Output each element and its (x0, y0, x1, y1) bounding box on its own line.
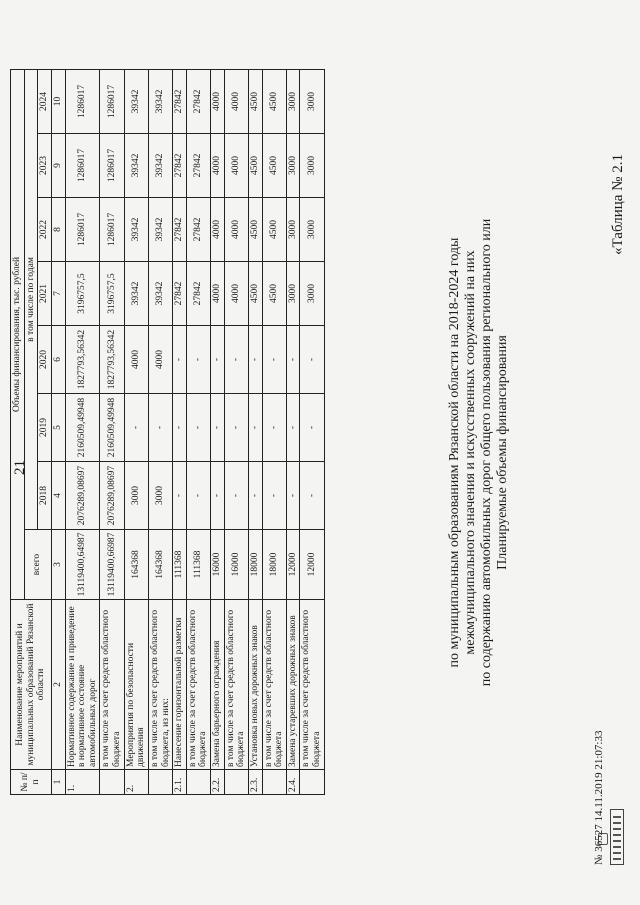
row-value: 2076289,08697 (100, 462, 124, 530)
row-name: Мероприятия по безопасности движения (124, 600, 148, 770)
title-line-4: по муниципальным образованиям Рязанской области на 2018-2024 годы (447, 237, 462, 668)
row-value: 27842 (173, 198, 187, 262)
header-volumes: Объемы финансирования, тыс. рублей (11, 69, 25, 599)
row-value: 4000 (148, 326, 172, 394)
table-row (124, 69, 148, 794)
row-number: 2.3. (248, 770, 262, 795)
row-name: в том числе за счет средств областного бюджета (300, 600, 324, 770)
row-value: 164368 (124, 530, 148, 600)
row-value: 4000 (211, 69, 225, 133)
row-value: 1827793,56342 (65, 326, 100, 394)
table-row (186, 69, 210, 794)
row-value: 1286017 (100, 134, 124, 198)
row-value: 4000 (224, 69, 248, 133)
column-number: 9 (51, 134, 65, 198)
row-value: 13119400,64987 (65, 530, 100, 600)
header-year: 2020 (38, 326, 52, 394)
table-row (211, 69, 225, 794)
row-value: - (173, 462, 187, 530)
row-number: 1. (65, 770, 100, 795)
row-value: - (248, 394, 262, 462)
row-value: - (124, 394, 148, 462)
row-value: 3000 (124, 462, 148, 530)
barcode-icon (610, 809, 624, 865)
row-value: - (286, 394, 300, 462)
row-value: - (211, 394, 225, 462)
row-value: 3000 (300, 134, 324, 198)
row-value: 4500 (248, 69, 262, 133)
table-body (65, 69, 324, 794)
row-value: - (186, 462, 210, 530)
header-year: 2022 (38, 198, 52, 262)
table-row (100, 69, 124, 794)
row-value: - (286, 326, 300, 394)
row-value: 111368 (173, 530, 187, 600)
row-number: 2.4. (286, 770, 300, 795)
row-value: 27842 (173, 134, 187, 198)
row-value: 4500 (248, 198, 262, 262)
header-year: 2018 (38, 462, 52, 530)
row-value: 4500 (262, 134, 286, 198)
header-year: 2021 (38, 262, 52, 326)
row-value: 3000 (300, 198, 324, 262)
row-number: 2.2. (211, 770, 225, 795)
column-number: 6 (51, 326, 65, 394)
row-value: - (224, 462, 248, 530)
table-row (248, 69, 262, 794)
row-value: 4000 (211, 262, 225, 326)
row-value: 4500 (262, 198, 286, 262)
row-value: 27842 (186, 69, 210, 133)
row-value: 1286017 (65, 198, 100, 262)
row-value: 4500 (262, 262, 286, 326)
column-number: 7 (51, 262, 65, 326)
row-value: 4500 (248, 262, 262, 326)
row-value: 111368 (186, 530, 210, 600)
row-value: - (211, 462, 225, 530)
row-value: 4500 (248, 134, 262, 198)
title-line-1: Планируемые объемы финансирования (495, 335, 510, 570)
row-value: 2160509,49948 (65, 394, 100, 462)
row-value: 39342 (124, 262, 148, 326)
row-number (224, 770, 248, 795)
financing-table (10, 69, 325, 795)
row-value: - (286, 462, 300, 530)
row-value: 39342 (124, 198, 148, 262)
row-value: 12000 (300, 530, 324, 600)
row-value: 3000 (148, 462, 172, 530)
row-value: - (224, 394, 248, 462)
column-number: 2 (51, 600, 65, 770)
row-value: 2160509,49948 (100, 394, 124, 462)
row-name: в том числе за счет средств областного бюджета (100, 600, 124, 770)
row-value: 1286017 (100, 69, 124, 133)
row-value: - (148, 394, 172, 462)
row-value: 27842 (186, 262, 210, 326)
row-number: 2.1. (173, 770, 187, 795)
row-value: 27842 (173, 69, 187, 133)
row-value: 3196757,5 (65, 262, 100, 326)
row-value: 4000 (224, 134, 248, 198)
row-value: - (186, 394, 210, 462)
row-name: Нанесение горизонтальной разметки (173, 600, 187, 770)
row-name: Установка новых дорожных знаков (248, 600, 262, 770)
row-value: 18000 (248, 530, 262, 600)
header-year: 2024 (38, 69, 52, 133)
row-value: 164368 (148, 530, 172, 600)
row-name: в том числе за счет средств областного бюджета (262, 600, 286, 770)
row-value: - (211, 326, 225, 394)
row-value: 1286017 (65, 134, 100, 198)
row-number (186, 770, 210, 795)
row-value: 3000 (286, 134, 300, 198)
column-number: 8 (51, 198, 65, 262)
table-row (65, 69, 100, 794)
row-value: 2076289,08697 (65, 462, 100, 530)
row-value: 16000 (224, 530, 248, 600)
row-value: 4000 (224, 262, 248, 326)
row-value: - (173, 394, 187, 462)
header-row-1 (11, 69, 25, 794)
row-value: 18000 (262, 530, 286, 600)
page-number: 21 (12, 460, 28, 475)
row-value: 39342 (148, 69, 172, 133)
row-value: 3000 (286, 69, 300, 133)
row-value: 4000 (224, 198, 248, 262)
title-line-2: по содержанию автомобильных дорог общего пользования регионального или (479, 218, 494, 687)
row-value: 4500 (262, 69, 286, 133)
table-row (286, 69, 300, 794)
row-value: 1286017 (65, 69, 100, 133)
column-number: 5 (51, 394, 65, 462)
row-name: в том числе за счет средств областного бюджета (186, 600, 210, 770)
row-value: 27842 (173, 262, 187, 326)
row-value: - (262, 326, 286, 394)
table-row (148, 69, 172, 794)
row-name: Замена устаревших дорожных знаков (286, 600, 300, 770)
table-row (224, 69, 248, 794)
header-by-years: в том числе по годам (24, 69, 38, 529)
row-value: - (300, 394, 324, 462)
row-number (148, 770, 172, 795)
row-value: 16000 (211, 530, 225, 600)
column-number: 10 (51, 69, 65, 133)
row-number (100, 770, 124, 795)
row-value: 13119400,66987 (100, 530, 124, 600)
row-value: 4000 (124, 326, 148, 394)
row-value: 39342 (148, 134, 172, 198)
row-value: - (248, 326, 262, 394)
row-number (262, 770, 286, 795)
row-value: 3000 (286, 198, 300, 262)
row-value: - (173, 326, 187, 394)
row-value: 3000 (300, 69, 324, 133)
row-value: 39342 (124, 134, 148, 198)
row-value: 3000 (300, 262, 324, 326)
row-value: 4000 (211, 134, 225, 198)
header-num: № п/п (11, 770, 52, 795)
row-value: 3196757,5 (100, 262, 124, 326)
row-value: 27842 (186, 198, 210, 262)
row-name: Нормативное содержание и приведение в нормативное состояние автомобильных дорог (65, 600, 100, 770)
row-value: 3000 (286, 262, 300, 326)
row-value: - (262, 394, 286, 462)
row-value: 12000 (286, 530, 300, 600)
column-number: 1 (51, 770, 65, 795)
column-number: 3 (51, 530, 65, 600)
row-value: 39342 (148, 198, 172, 262)
row-value: - (186, 326, 210, 394)
footer-stamp: № 36527 14.11.2019 21:07:33 (593, 730, 605, 865)
row-number: 2. (124, 770, 148, 795)
row-name: Замена барьерного ограждения (211, 600, 225, 770)
row-value: 27842 (186, 134, 210, 198)
header-year: 2019 (38, 394, 52, 462)
row-value: - (300, 326, 324, 394)
row-value: - (224, 326, 248, 394)
row-value: 1827793,56342 (100, 326, 124, 394)
row-value: 39342 (148, 262, 172, 326)
row-value: - (262, 462, 286, 530)
header-year: 2023 (38, 134, 52, 198)
row-value: 4000 (211, 198, 225, 262)
header-total: всего (24, 530, 51, 600)
row-value: - (248, 462, 262, 530)
table-row (173, 69, 187, 794)
row-name: в том числе за счет средств областного бюджета (224, 600, 248, 770)
table-row (300, 69, 324, 794)
row-value: 39342 (124, 69, 148, 133)
title-line-3: межмуниципального значения и искусственных сооружений на них (463, 250, 478, 655)
table-row (262, 69, 286, 794)
row-value: - (300, 462, 324, 530)
column-number: 4 (51, 462, 65, 530)
row-number (300, 770, 324, 795)
row-name: в том числе за счет средств областного бюджета, из них: (148, 600, 172, 770)
column-number-row (51, 69, 65, 794)
header-name: Наименование мероприятий и муниципальных образований Рязанской области (11, 600, 52, 770)
table-number: «Таблица № 2.1 (610, 154, 626, 255)
row-value: 1286017 (100, 198, 124, 262)
